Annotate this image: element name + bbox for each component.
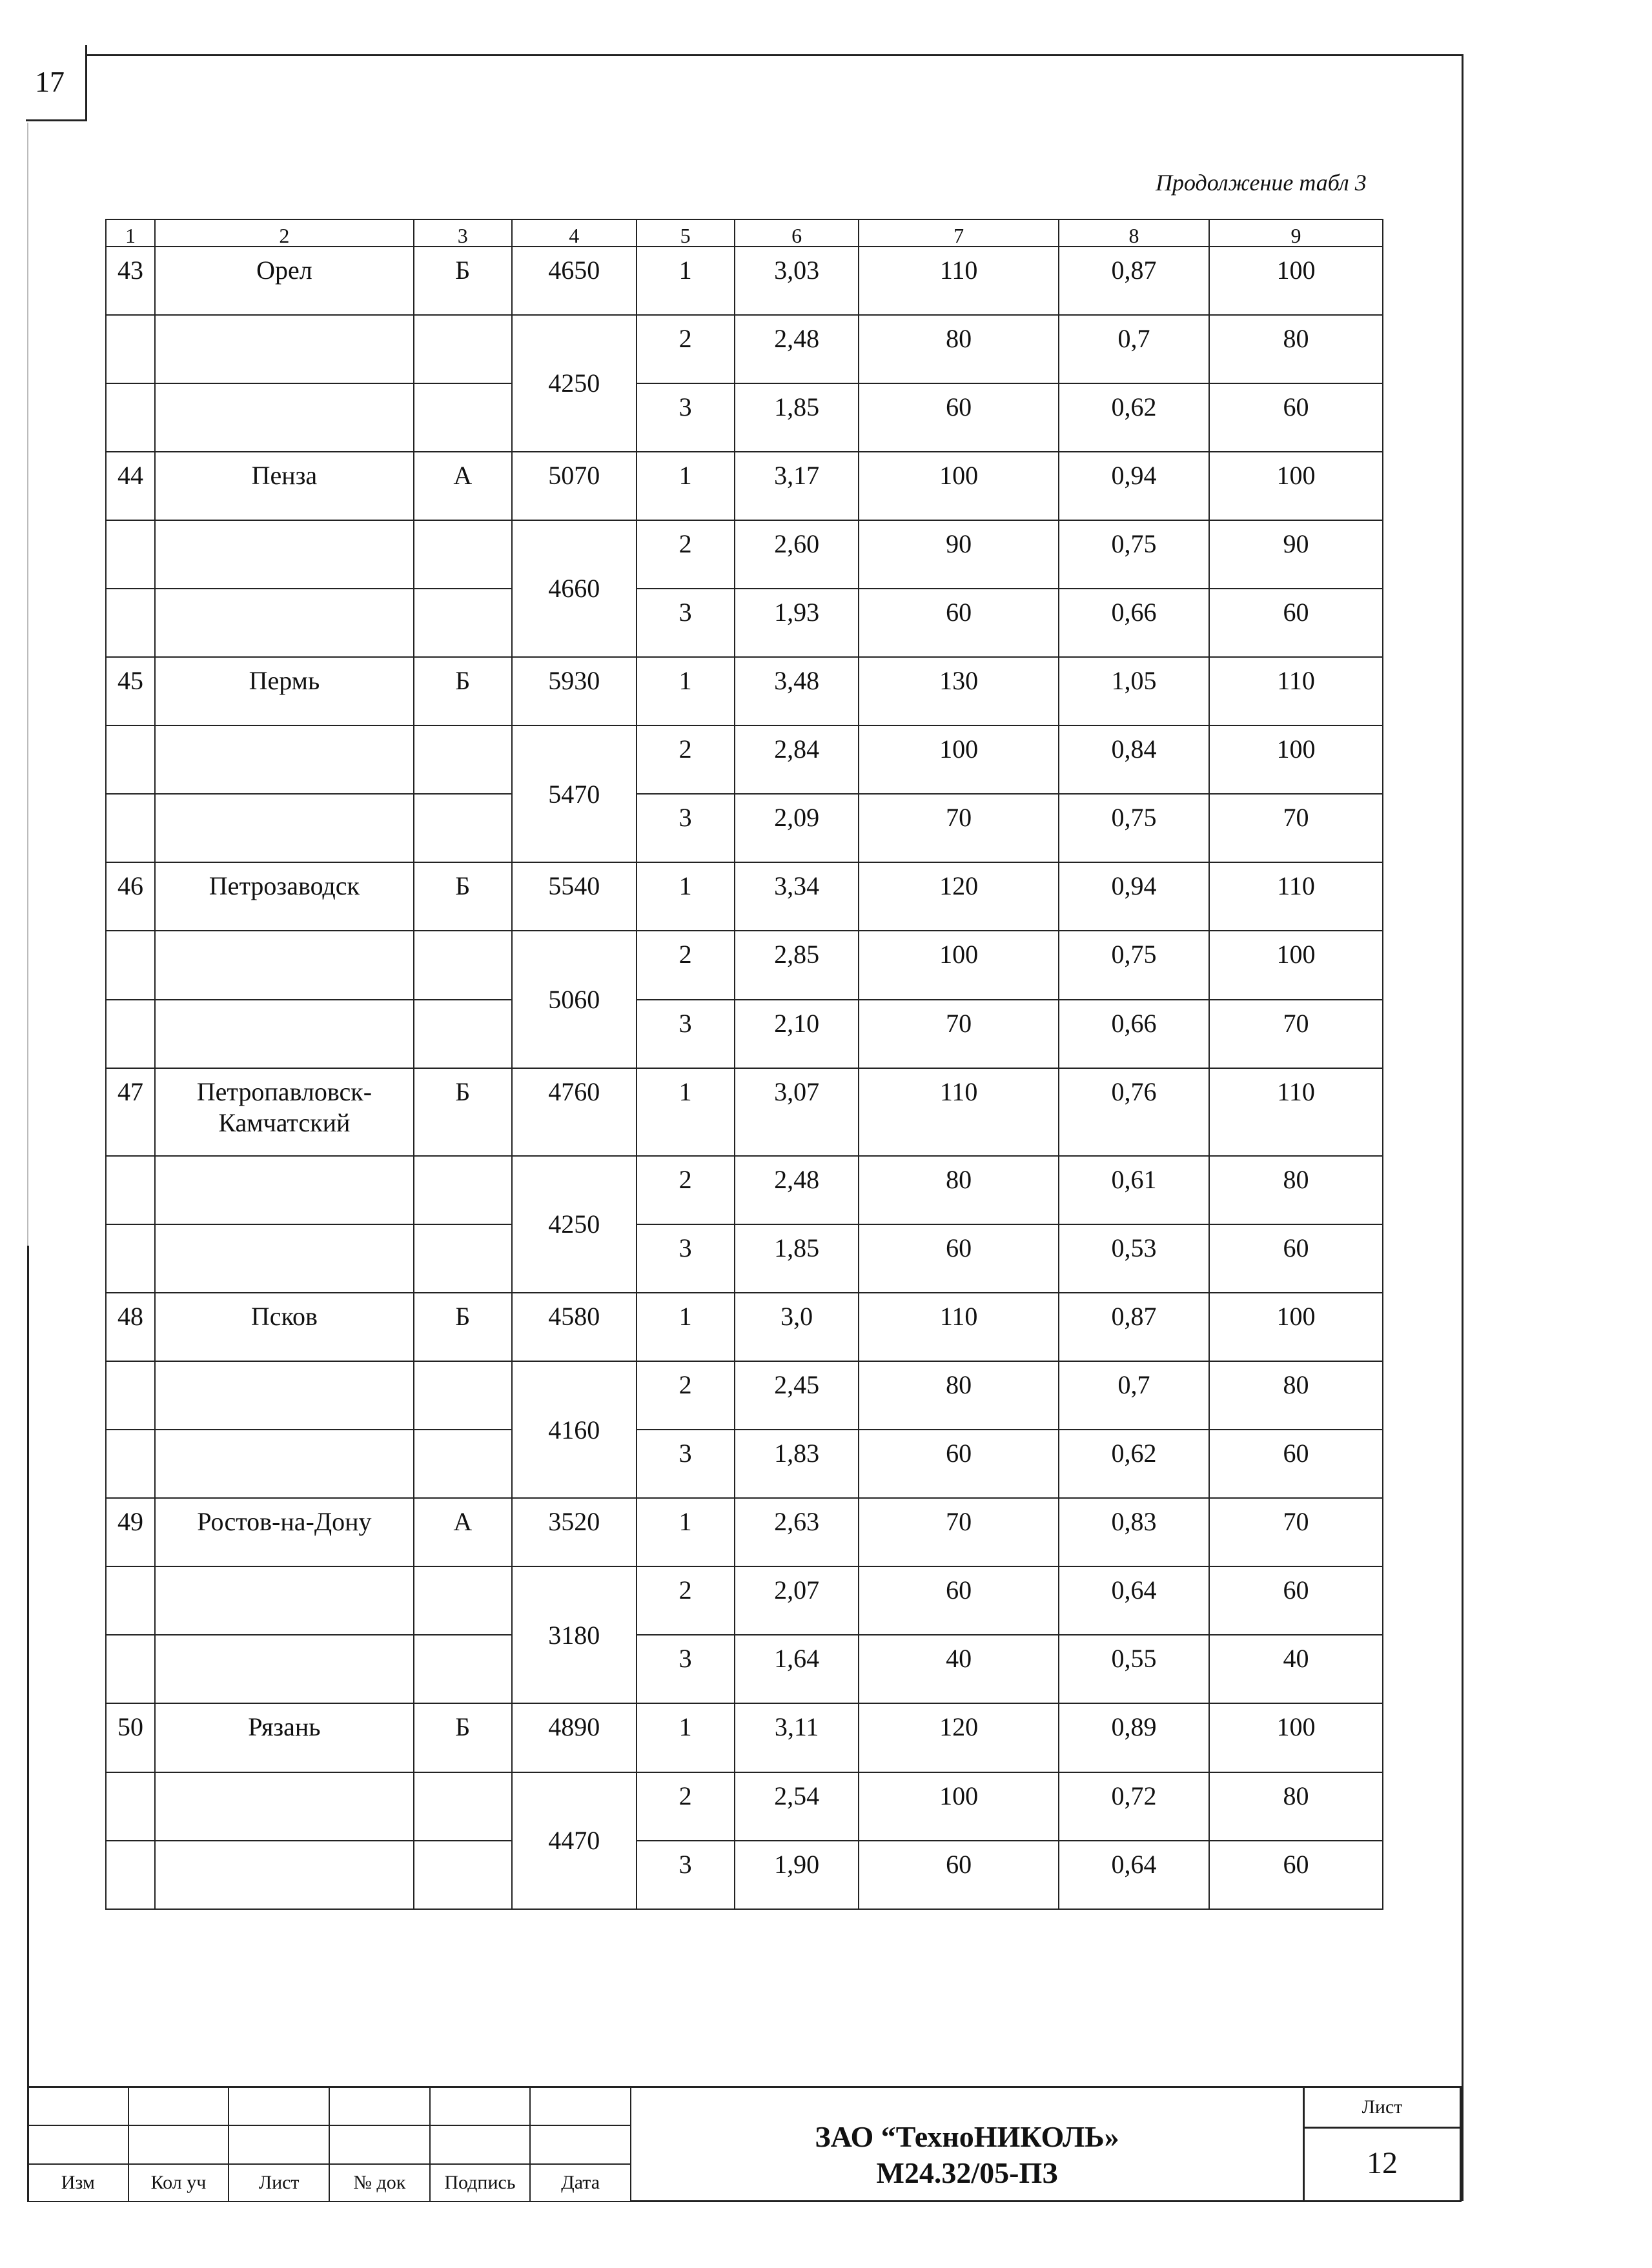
empty-cell — [414, 315, 512, 383]
value-col5-cell: 2 — [637, 725, 735, 794]
value-col9-cell: 60 — [1209, 1841, 1383, 1909]
empty-cell — [106, 315, 155, 383]
value-col9-cell: 80 — [1209, 1156, 1383, 1224]
city-name-cell: Ростов-на-Дону — [155, 1498, 414, 1566]
table-row — [106, 1361, 1383, 1430]
document-code: М24.32/05-ПЗ — [876, 2156, 1058, 2189]
table-row — [106, 1293, 1383, 1361]
value-col8-cell: 0,64 — [1059, 1566, 1209, 1635]
empty-cell — [106, 1566, 155, 1635]
table-row — [106, 1498, 1383, 1566]
empty-cell — [155, 1361, 414, 1430]
empty-cell — [106, 1156, 155, 1224]
value-col9-cell: 110 — [1209, 862, 1383, 931]
title-block-company — [631, 2086, 1303, 2202]
column-number-9: 9 — [1209, 219, 1383, 247]
value-col9-cell: 40 — [1209, 1635, 1383, 1703]
city-name-cell: Орел — [155, 247, 414, 315]
value-col5-cell: 2 — [637, 1772, 735, 1841]
empty-cell — [106, 383, 155, 452]
empty-cell — [155, 1841, 414, 1909]
value-col4-merged-cell: 4470 — [512, 1772, 637, 1909]
value-col5-cell: 2 — [637, 1566, 735, 1635]
empty-cell — [155, 589, 414, 657]
table-row — [106, 1224, 1383, 1293]
value-col9-cell: 60 — [1209, 1566, 1383, 1635]
value-col5-cell: 3 — [637, 1000, 735, 1068]
column-number-2: 2 — [155, 219, 414, 247]
value-col5-cell: 2 — [637, 1361, 735, 1430]
empty-cell — [414, 383, 512, 452]
value-col7-cell: 60 — [859, 1430, 1058, 1498]
value-col9-cell: 60 — [1209, 383, 1383, 452]
value-col7-cell: 60 — [859, 1841, 1058, 1909]
value-col7-cell: 100 — [859, 725, 1058, 794]
value-col6-cell: 2,54 — [735, 1772, 859, 1841]
value-col9-cell: 90 — [1209, 520, 1383, 589]
table-row — [106, 589, 1383, 657]
value-col7-cell: 60 — [859, 383, 1058, 452]
empty-cell — [155, 1156, 414, 1224]
value-col5-cell: 1 — [637, 1498, 735, 1566]
value-col6-cell: 2,45 — [735, 1361, 859, 1430]
value-col6-cell: 3,0 — [735, 1293, 859, 1361]
value-col9-cell: 100 — [1209, 931, 1383, 999]
value-col4-cell: 5930 — [512, 657, 637, 725]
value-col6-cell: 1,85 — [735, 1224, 859, 1293]
value-col8-cell: 0,53 — [1059, 1224, 1209, 1293]
value-col4-merged-cell: 3180 — [512, 1566, 637, 1703]
empty-cell — [106, 1361, 155, 1430]
empty-cell — [414, 1566, 512, 1635]
zone-cell: А — [414, 1498, 512, 1566]
table-row — [106, 1703, 1383, 1772]
value-col7-cell: 110 — [859, 247, 1058, 315]
climate-data-table — [105, 219, 1383, 1910]
empty-cell — [155, 1430, 414, 1498]
value-col8-cell: 0,72 — [1059, 1772, 1209, 1841]
empty-cell — [106, 520, 155, 589]
value-col4-cell: 4650 — [512, 247, 637, 315]
empty-cell — [414, 1635, 512, 1703]
zone-cell: Б — [414, 1703, 512, 1772]
empty-cell — [414, 794, 512, 862]
row-number-cell: 45 — [106, 657, 155, 725]
empty-cell — [155, 1000, 414, 1068]
value-col7-cell: 60 — [859, 1566, 1058, 1635]
table-row — [106, 794, 1383, 862]
value-col8-cell: 0,66 — [1059, 589, 1209, 657]
frame-left-line — [27, 1246, 29, 2201]
empty-cell — [106, 1224, 155, 1293]
table-row — [106, 1430, 1383, 1498]
row-number-cell: 43 — [106, 247, 155, 315]
value-col4-merged-cell: 4660 — [512, 520, 637, 657]
table-row — [106, 452, 1383, 520]
sheet-label: Лист — [1305, 2088, 1460, 2129]
value-col5-cell: 3 — [637, 383, 735, 452]
value-col9-cell: 100 — [1209, 247, 1383, 315]
table-row — [106, 725, 1383, 794]
empty-cell — [414, 1361, 512, 1430]
value-col6-cell: 2,10 — [735, 1000, 859, 1068]
value-col4-cell: 4890 — [512, 1703, 637, 1772]
value-col7-cell: 70 — [859, 1498, 1058, 1566]
value-col5-cell: 3 — [637, 1841, 735, 1909]
value-col6-cell: 2,48 — [735, 1156, 859, 1224]
value-col6-cell: 3,11 — [735, 1703, 859, 1772]
value-col4-merged-cell: 5470 — [512, 725, 637, 862]
table-row — [106, 657, 1383, 725]
value-col6-cell: 2,48 — [735, 315, 859, 383]
value-col9-cell: 80 — [1209, 315, 1383, 383]
empty-cell — [155, 794, 414, 862]
value-col4-merged-cell: 5060 — [512, 931, 637, 1068]
value-col4-cell: 4580 — [512, 1293, 637, 1361]
company-name: ЗАО “ТехноНИКОЛЬ» — [815, 2120, 1119, 2153]
table-row — [106, 1566, 1383, 1635]
empty-cell — [106, 1000, 155, 1068]
value-col9-cell: 100 — [1209, 725, 1383, 794]
value-col5-cell: 1 — [637, 1068, 735, 1156]
table-row — [106, 1156, 1383, 1224]
value-col7-cell: 110 — [859, 1293, 1058, 1361]
city-name-cell: Пермь — [155, 657, 414, 725]
value-col7-cell: 110 — [859, 1068, 1058, 1156]
value-col8-cell: 0,62 — [1059, 1430, 1209, 1498]
value-col8-cell: 0,89 — [1059, 1703, 1209, 1772]
value-col5-cell: 2 — [637, 1156, 735, 1224]
empty-cell — [106, 931, 155, 999]
value-col8-cell: 0,7 — [1059, 315, 1209, 383]
empty-cell — [155, 931, 414, 999]
value-col7-cell: 100 — [859, 1772, 1058, 1841]
page-corner-number: 17 — [35, 65, 65, 98]
empty-cell — [414, 1000, 512, 1068]
value-col7-cell: 80 — [859, 315, 1058, 383]
value-col6-cell: 2,63 — [735, 1498, 859, 1566]
value-col8-cell: 0,55 — [1059, 1635, 1209, 1703]
column-number-1: 1 — [106, 219, 155, 247]
value-col6-cell: 1,85 — [735, 383, 859, 452]
value-col8-cell: 0,61 — [1059, 1156, 1209, 1224]
zone-cell: Б — [414, 862, 512, 931]
value-col9-cell: 60 — [1209, 589, 1383, 657]
title-block-label: Изм — [28, 2164, 128, 2202]
empty-cell — [414, 520, 512, 589]
table-row — [106, 1841, 1383, 1909]
empty-cell — [106, 589, 155, 657]
city-name-cell: Рязань — [155, 1703, 414, 1772]
empty-cell — [106, 1772, 155, 1841]
row-number-cell: 50 — [106, 1703, 155, 1772]
row-number-cell: 48 — [106, 1293, 155, 1361]
sheet-box — [1303, 2086, 1462, 2202]
title-block-label: Лист — [229, 2164, 329, 2202]
value-col5-cell: 2 — [637, 315, 735, 383]
value-col9-cell: 60 — [1209, 1224, 1383, 1293]
value-col7-cell: 80 — [859, 1156, 1058, 1224]
value-col7-cell: 70 — [859, 1000, 1058, 1068]
empty-cell — [155, 1224, 414, 1293]
column-number-7: 7 — [859, 219, 1058, 247]
column-number-5: 5 — [637, 219, 735, 247]
value-col5-cell: 2 — [637, 520, 735, 589]
empty-cell — [414, 1772, 512, 1841]
value-col8-cell: 0,7 — [1059, 1361, 1209, 1430]
empty-cell — [155, 1566, 414, 1635]
value-col8-cell: 0,94 — [1059, 862, 1209, 931]
table-row — [106, 1772, 1383, 1841]
value-col4-cell: 5070 — [512, 452, 637, 520]
city-name-cell: Пенза — [155, 452, 414, 520]
value-col6-cell: 2,07 — [735, 1566, 859, 1635]
city-name-cell: Псков — [155, 1293, 414, 1361]
empty-cell — [414, 1841, 512, 1909]
value-col4-merged-cell: 4160 — [512, 1361, 637, 1498]
value-col6-cell: 2,09 — [735, 794, 859, 862]
value-col5-cell: 3 — [637, 1430, 735, 1498]
value-col7-cell: 60 — [859, 589, 1058, 657]
value-col8-cell: 0,84 — [1059, 725, 1209, 794]
table-row — [106, 1635, 1383, 1703]
table-row — [106, 520, 1383, 589]
value-col5-cell: 1 — [637, 452, 735, 520]
continuation-label: Продолжение табл 3 — [1156, 170, 1367, 196]
value-col8-cell: 0,75 — [1059, 520, 1209, 589]
value-col7-cell: 70 — [859, 794, 1058, 862]
value-col9-cell: 110 — [1209, 657, 1383, 725]
empty-cell — [106, 794, 155, 862]
empty-cell — [155, 315, 414, 383]
value-col5-cell: 3 — [637, 1635, 735, 1703]
value-col6-cell: 1,93 — [735, 589, 859, 657]
value-col6-cell: 1,64 — [735, 1635, 859, 1703]
value-col9-cell: 60 — [1209, 1430, 1383, 1498]
value-col6-cell: 1,83 — [735, 1430, 859, 1498]
value-col6-cell: 3,34 — [735, 862, 859, 931]
table-row — [106, 931, 1383, 999]
value-col6-cell: 3,07 — [735, 1068, 859, 1156]
value-col4-cell: 4760 — [512, 1068, 637, 1156]
value-col5-cell: 1 — [637, 657, 735, 725]
value-col9-cell: 110 — [1209, 1068, 1383, 1156]
title-block-label: Подпись — [430, 2164, 531, 2202]
column-number-8: 8 — [1059, 219, 1209, 247]
zone-cell: Б — [414, 1293, 512, 1361]
value-col8-cell: 0,87 — [1059, 247, 1209, 315]
page-corner-box — [26, 45, 87, 121]
value-col8-cell: 0,94 — [1059, 452, 1209, 520]
city-name-cell: Петрозаводск — [155, 862, 414, 931]
value-col5-cell: 1 — [637, 1293, 735, 1361]
column-number-6: 6 — [735, 219, 859, 247]
empty-cell — [155, 725, 414, 794]
title-block-label: Кол уч — [128, 2164, 229, 2202]
zone-cell: Б — [414, 657, 512, 725]
frame-right-line — [1462, 54, 1463, 2201]
value-col9-cell: 80 — [1209, 1361, 1383, 1430]
value-col9-cell: 70 — [1209, 794, 1383, 862]
value-col7-cell: 120 — [859, 862, 1058, 931]
table-row — [106, 1068, 1383, 1156]
value-col9-cell: 100 — [1209, 1703, 1383, 1772]
zone-cell: Б — [414, 1068, 512, 1156]
title-block-label: № док — [329, 2164, 430, 2202]
empty-cell — [155, 1635, 414, 1703]
value-col9-cell: 100 — [1209, 452, 1383, 520]
empty-cell — [155, 383, 414, 452]
value-col6-cell: 3,17 — [735, 452, 859, 520]
value-col8-cell: 0,83 — [1059, 1498, 1209, 1566]
value-col8-cell: 0,87 — [1059, 1293, 1209, 1361]
value-col9-cell: 100 — [1209, 1293, 1383, 1361]
table-row — [106, 1000, 1383, 1068]
value-col7-cell: 80 — [859, 1361, 1058, 1430]
row-number-cell: 49 — [106, 1498, 155, 1566]
value-col9-cell: 70 — [1209, 1498, 1383, 1566]
zone-cell: А — [414, 452, 512, 520]
table-row — [106, 247, 1383, 315]
value-col9-cell: 80 — [1209, 1772, 1383, 1841]
value-col5-cell: 3 — [637, 589, 735, 657]
value-col5-cell: 3 — [637, 794, 735, 862]
value-col6-cell: 2,84 — [735, 725, 859, 794]
empty-cell — [414, 931, 512, 999]
value-col7-cell: 60 — [859, 1224, 1058, 1293]
value-col4-cell: 5540 — [512, 862, 637, 931]
title-block-label: Дата — [530, 2164, 631, 2202]
row-number-cell: 47 — [106, 1068, 155, 1156]
city-name-cell: Петропавловск-Камчатский — [155, 1068, 414, 1156]
empty-cell — [106, 1430, 155, 1498]
value-col7-cell: 130 — [859, 657, 1058, 725]
empty-cell — [414, 725, 512, 794]
zone-cell: Б — [414, 247, 512, 315]
value-col7-cell: 100 — [859, 931, 1058, 999]
value-col8-cell: 0,66 — [1059, 1000, 1209, 1068]
value-col7-cell: 100 — [859, 452, 1058, 520]
value-col5-cell: 1 — [637, 862, 735, 931]
value-col4-merged-cell: 4250 — [512, 315, 637, 452]
value-col6-cell: 1,90 — [735, 1841, 859, 1909]
empty-cell — [155, 1772, 414, 1841]
empty-cell — [106, 1635, 155, 1703]
empty-cell — [106, 1841, 155, 1909]
value-col5-cell: 3 — [637, 1224, 735, 1293]
value-col7-cell: 90 — [859, 520, 1058, 589]
value-col6-cell: 3,48 — [735, 657, 859, 725]
empty-cell — [414, 589, 512, 657]
column-number-4: 4 — [512, 219, 637, 247]
table-row — [106, 862, 1383, 931]
value-col8-cell: 0,75 — [1059, 794, 1209, 862]
value-col5-cell: 1 — [637, 247, 735, 315]
frame-left-line-faint — [27, 123, 28, 1246]
value-col8-cell: 0,64 — [1059, 1841, 1209, 1909]
row-number-cell: 44 — [106, 452, 155, 520]
value-col8-cell: 0,62 — [1059, 383, 1209, 452]
value-col7-cell: 40 — [859, 1635, 1058, 1703]
value-col6-cell: 2,60 — [735, 520, 859, 589]
table-row — [106, 315, 1383, 383]
empty-cell — [414, 1430, 512, 1498]
value-col6-cell: 3,03 — [735, 247, 859, 315]
value-col6-cell: 2,85 — [735, 931, 859, 999]
table-header-row — [106, 219, 1383, 247]
empty-cell — [414, 1224, 512, 1293]
value-col5-cell: 2 — [637, 931, 735, 999]
title-block-signatures — [27, 2086, 631, 2202]
value-col8-cell: 0,75 — [1059, 931, 1209, 999]
value-col7-cell: 120 — [859, 1703, 1058, 1772]
empty-cell — [414, 1156, 512, 1224]
value-col9-cell: 70 — [1209, 1000, 1383, 1068]
value-col8-cell: 1,05 — [1059, 657, 1209, 725]
empty-cell — [106, 725, 155, 794]
value-col4-cell: 3520 — [512, 1498, 637, 1566]
row-number-cell: 46 — [106, 862, 155, 931]
value-col8-cell: 0,76 — [1059, 1068, 1209, 1156]
column-number-3: 3 — [414, 219, 512, 247]
frame-top-line — [87, 54, 1463, 56]
value-col4-merged-cell: 4250 — [512, 1156, 637, 1293]
empty-cell — [155, 520, 414, 589]
value-col5-cell: 1 — [637, 1703, 735, 1772]
sheet-number: 12 — [1367, 2146, 1398, 2180]
table-row — [106, 383, 1383, 452]
